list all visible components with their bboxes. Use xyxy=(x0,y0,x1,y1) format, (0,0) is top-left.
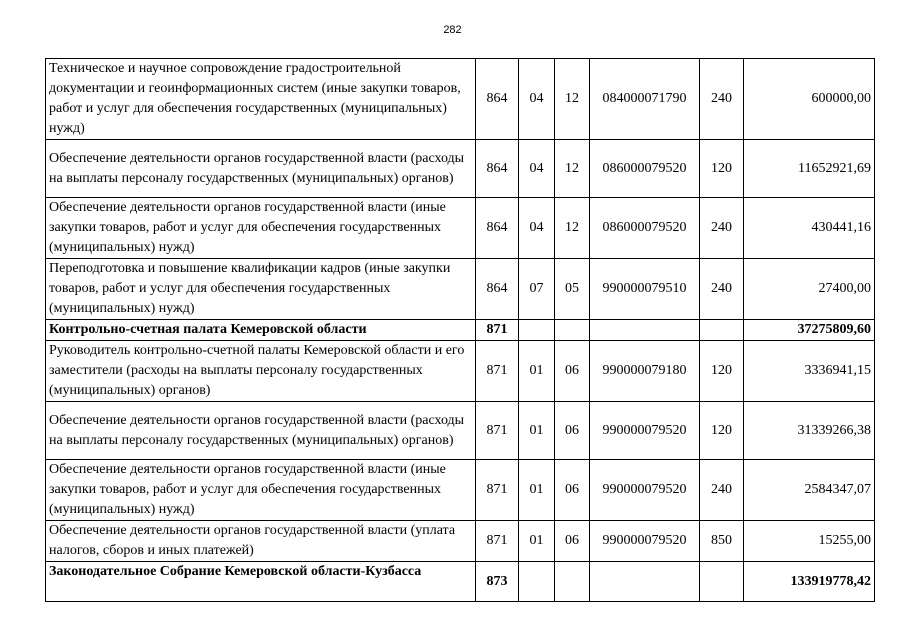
expense-type-code-cell: 120 xyxy=(700,341,744,402)
department-code-cell: 864 xyxy=(476,140,519,198)
expense-name-cell: Переподготовка и повышение квалификации кадров (иные закупки товаров, работ и услуг для обеспечения государственных (муниципальных) нужд) xyxy=(46,259,476,320)
section-code-cell: 04 xyxy=(519,59,555,140)
expense-name-cell: Обеспечение деятельности органов государственной власти (уплата налогов, сборов и иных платежей) xyxy=(46,521,476,562)
section-code-cell: 01 xyxy=(519,341,555,402)
expense-type-code-cell xyxy=(700,562,744,602)
target-article-code-cell: 990000079520 xyxy=(590,402,700,460)
section-code-cell: 04 xyxy=(519,198,555,259)
target-article-code-cell: 990000079520 xyxy=(590,521,700,562)
department-code-cell: 871 xyxy=(476,320,519,341)
department-code-cell: 864 xyxy=(476,259,519,320)
expense-name-cell: Обеспечение деятельности органов государственной власти (расходы на выплаты персоналу государственных (муниципальных) органов) xyxy=(46,402,476,460)
expense-type-code-cell: 240 xyxy=(700,198,744,259)
table-row xyxy=(46,521,875,562)
target-article-code-cell: 990000079510 xyxy=(590,259,700,320)
subsection-code-cell: 06 xyxy=(555,402,590,460)
target-article-code-cell: 086000079520 xyxy=(590,140,700,198)
amount-cell: 37275809,60 xyxy=(744,320,875,341)
expense-type-code-cell: 240 xyxy=(700,59,744,140)
expense-type-code-cell: 850 xyxy=(700,521,744,562)
target-article-code-cell: 990000079520 xyxy=(590,460,700,521)
subsection-code-cell: 12 xyxy=(555,140,590,198)
target-article-code-cell: 086000079520 xyxy=(590,198,700,259)
department-code-cell: 873 xyxy=(476,562,519,602)
amount-cell: 430441,16 xyxy=(744,198,875,259)
expense-name-cell: Обеспечение деятельности органов государственной власти (иные закупки товаров, работ и услуг для обеспечения государственных (муниципальных) нужд) xyxy=(46,198,476,259)
target-article-code-cell: 084000071790 xyxy=(590,59,700,140)
target-article-code-cell: 990000079180 xyxy=(590,341,700,402)
expense-type-code-cell xyxy=(700,320,744,341)
section-code-cell: 01 xyxy=(519,521,555,562)
amount-cell: 600000,00 xyxy=(744,59,875,140)
subsection-code-cell: 06 xyxy=(555,341,590,402)
budget-table xyxy=(45,58,875,602)
target-article-code-cell xyxy=(590,320,700,341)
target-article-code-cell xyxy=(590,562,700,602)
section-code-cell: 07 xyxy=(519,259,555,320)
table-row xyxy=(46,259,875,320)
subsection-code-cell: 05 xyxy=(555,259,590,320)
amount-cell: 133919778,42 xyxy=(744,562,875,602)
subsection-code-cell xyxy=(555,562,590,602)
department-code-cell: 864 xyxy=(476,59,519,140)
subsection-code-cell: 06 xyxy=(555,460,590,521)
table-row xyxy=(46,341,875,402)
section-code-cell: 01 xyxy=(519,460,555,521)
expense-name-cell: Руководитель контрольно-счетной палаты Кемеровской области и его заместители (расходы на выплаты персоналу государственных (муниципальных) органов) xyxy=(46,341,476,402)
table-row xyxy=(46,59,875,140)
expense-name-cell: Контрольно-счетная палата Кемеровской области xyxy=(46,320,476,341)
department-code-cell: 871 xyxy=(476,521,519,562)
expense-type-code-cell: 240 xyxy=(700,460,744,521)
department-code-cell: 864 xyxy=(476,198,519,259)
expense-type-code-cell: 120 xyxy=(700,402,744,460)
table-row xyxy=(46,402,875,460)
section-code-cell: 04 xyxy=(519,140,555,198)
subsection-code-cell: 12 xyxy=(555,198,590,259)
expense-name-cell: Обеспечение деятельности органов государственной власти (иные закупки товаров, работ и услуг для обеспечения государственных (муниципальных) нужд) xyxy=(46,460,476,521)
amount-cell: 31339266,38 xyxy=(744,402,875,460)
expense-name-cell: Обеспечение деятельности органов государственной власти (расходы на выплаты персоналу государственных (муниципальных) органов) xyxy=(46,140,476,198)
department-code-cell: 871 xyxy=(476,402,519,460)
department-code-cell: 871 xyxy=(476,341,519,402)
amount-cell: 15255,00 xyxy=(744,521,875,562)
section-code-cell: 01 xyxy=(519,402,555,460)
budget-table-body xyxy=(46,59,875,602)
section-code-cell xyxy=(519,562,555,602)
table-row xyxy=(46,140,875,198)
table-row xyxy=(46,198,875,259)
table-row xyxy=(46,460,875,521)
subsection-code-cell xyxy=(555,320,590,341)
amount-cell: 11652921,69 xyxy=(744,140,875,198)
page-number: 282 xyxy=(443,24,462,36)
section-code-cell xyxy=(519,320,555,341)
amount-cell: 27400,00 xyxy=(744,259,875,320)
expense-name-cell: Техническое и научное сопровождение градостроительной документации и геоинформационных систем (иные закупки товаров, работ и услуг для обеспечения государственных (муниципальных) нужд) xyxy=(46,59,476,140)
subsection-code-cell: 06 xyxy=(555,521,590,562)
subsection-code-cell: 12 xyxy=(555,59,590,140)
expense-name-cell: Законодательное Собрание Кемеровской области-Кузбасса xyxy=(46,562,476,602)
table-row-total xyxy=(46,320,875,341)
amount-cell: 2584347,07 xyxy=(744,460,875,521)
expense-type-code-cell: 240 xyxy=(700,259,744,320)
department-code-cell: 871 xyxy=(476,460,519,521)
table-row-total xyxy=(46,562,875,602)
expense-type-code-cell: 120 xyxy=(700,140,744,198)
amount-cell: 3336941,15 xyxy=(744,341,875,402)
